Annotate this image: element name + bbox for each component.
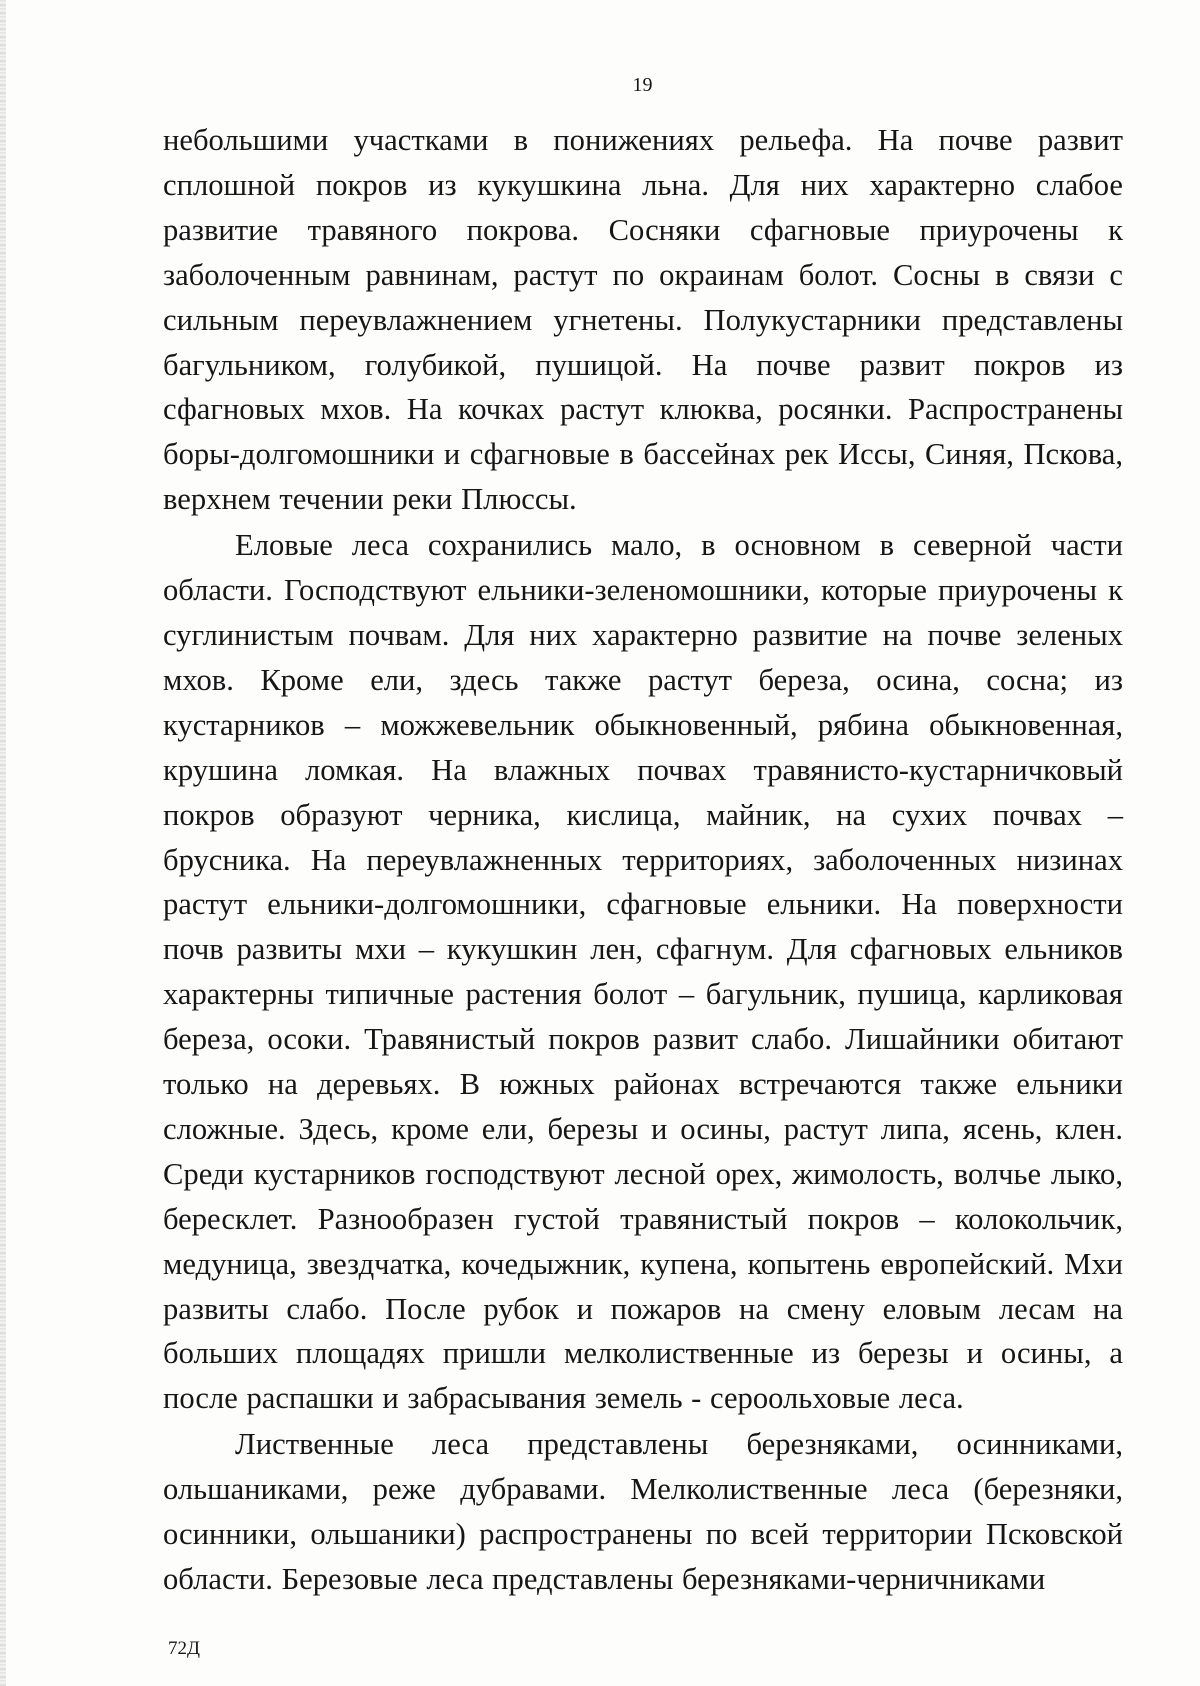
scan-edge-shadow (0, 0, 6, 1686)
paragraph-1: небольшими участками в понижениях рельефа. На почве развит сплошной покров из кукушкина льна. Для них характерно слабое развитие травяного покрова. Сосняки сфагновые приурочены к заболоченным равнинам, растут по окраинам болот. Сосны в связи с сильным переувлажнением угнетены. Полукустарники представлены багульником, голубикой, пушицой. На почве развит покров из сфагновых мхов. На кочках растут клюква, росянки. Распространены боры-долгомошники и сфагновые в бассейнах рек Иссы, Синяя, Пскова, верхнем течении реки Плюссы. (163, 123, 1123, 517)
paragraph-2: Еловые леса сохранились мало, в основном в северной части области. Господствуют ельники-зеленомошники, которые приурочены к суглинистым почвам. Для них характерно развитие на почве зеленых мхов. Кроме ели, здесь также растут береза, осина, сосна; из кустарников – можжевельник обыкновенный, рябина обыкновенная, крушина ломкая. На влажных почвах травянисто-кустарничковый покров образуют черника, кислица, майник, на сухих почвах – брусника. На переувлажненных территориях, заболоченных низинах растут ельники-долгомошники, сфагновые ельники. На поверхности почв развиты мхи – кукушкин лен, сфагнум. Для сфагновых ельников характерны типичные растения болот – багульник, пушица, карликовая береза, осоки. Травянистый покров развит слабо. Лишайники обитают только на деревьях. В южных районах встречаются также ельники сложные. Здесь, кроме ели, березы и осины, растут липа, ясень, клен. Среди кустарников господствуют лесной орех, жимолость, волчье лыко, бересклет. Разнообразен густой травянистый покров – колокольчик, медуница, звездчатка, кочедыжник, купена, копытень европейский. Мхи развиты слабо. После рубок и пожаров на смену еловым лесам на больших площадях пришли мелколиственные из березы и осины, а после распашки и забрасывания земель - сероольховые леса. (163, 528, 1123, 1416)
body-text (163, 118, 1123, 1602)
footer-code: 72Д (168, 1638, 200, 1659)
page-number: 19 (632, 74, 653, 96)
paragraph-3: Лиственные леса представлены березняками, осинниками, ольшаниками, реже дубравами. Мелколиственные леса (березняки, осинники, ольшаники) распространены по всей территории Псковской области. Березовые леса представлены березняками-черничниками (163, 1427, 1123, 1596)
